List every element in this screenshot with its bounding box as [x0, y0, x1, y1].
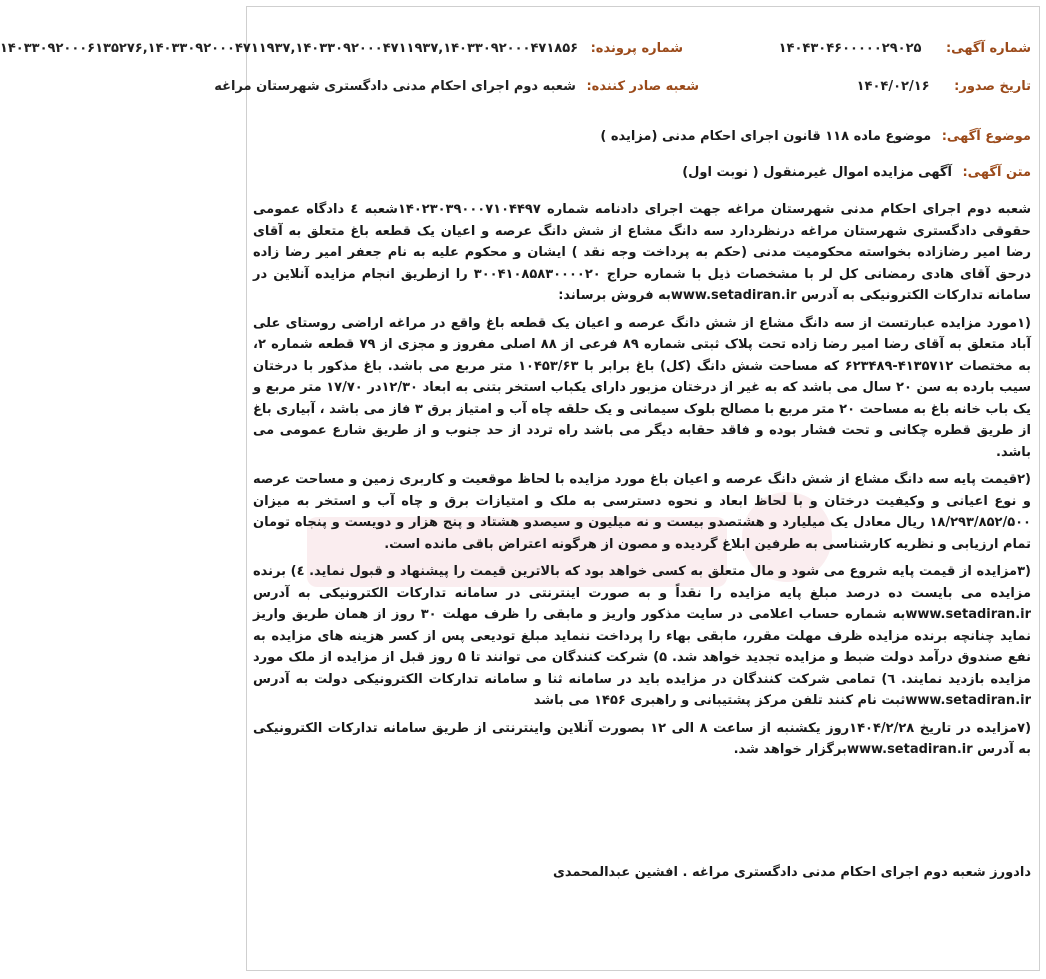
paragraph-item-7: (۷مزایده در تاریخ ۱۴۰۴/۲/۲۸روز یکشنبه از ساعت ۸ الی ۱۲ بصورت آنلاین واینترنتی از طریق سامانه تدارکات الکترونیکی به آدرس www.setadiran.irبرگزار خواهد شد. [253, 720, 1032, 757]
issue-date-row [857, 79, 1031, 94]
case-number-value: ۱۴۰۳۳۰۹۲۰۰۰۶۱۳۵۲۷۶,۱۴۰۳۳۰۹۲۰۰۰۴۷۱۱۹۳۷,۱۴۰۳۳۰۹۲۰۰۰۴۷۱۱۹۳۷,۱۴۰۳۳۰۹۲۰۰۰۴۷۱۸۵۶ [0, 41, 579, 56]
notice-frame [0, 6, 1040, 971]
signoff: دادورز شعبه دوم اجرای احکام مدنی دادگستری مراغه . افشین عبدالمحمدی [552, 865, 1031, 880]
subject-label: موضوع آگهی: [941, 129, 1031, 144]
paragraph-item-2: (۲قیمت پایه سه دانگ مشاع از شش دانگ عرصه و اعیان باغ مورد مزایده با لحاظ موقعیت و کاربری زمین و مساحت عرصه و نوع اعیانی و وکیفیت درختان و با لحاظ ابعاد و نحوه دسترسی به ملک و امتیازات برق و چاه آب و استخر به میزان ۱۸/۲۹۳/۸۵۲/۵۰۰ ریال معادل یک میلیارد و هشتصدو بیست و نه میلیون و سیصدو هشتاد و پنج هزار و دویست و پنجاه تومان تمام ارزیابی و نظریه کارشناسی به طرفین ابلاغ گردیده و مصون از هرگونه اعتراض باقی مانده است. [253, 472, 1031, 552]
issue-date-label: تاریخ صدور: [954, 79, 1031, 94]
paragraph-item-1: (۱مورد مزایده عبارتست از سه دانگ مشاع از شش دانگ عرصه و اعیان یک قطعه باغ واقع در مراغه اراضی روستای علی آباد متعلق به آقای رضا امیر رضا زاده تحت پلاک ثبتی شماره ۸۹ فرعی از ۸۸ اصلی مفروز و مجزی از ۷۹ قطعه شماره ۲، به مختصات ۴۱۳۵۷۱۲-۶۲۳۴۸۹ که مساحت شش دانگ (کل) باغ برابر با ۱۰۴۵۳/۶۳ متر مربع می باشد. باغ مذکور با درختان سیب بارده به سن ۲۰ سال می باشد که به غیر از درختان مزبور دارای یکباب استخر بتنی به ابعاد ۱۲/۳۰در ۱۷/۷۰ متر مربع و یک باب خانه باغ به مساحت ۲۰ متر مربع با مصالح بلوک سیمانی و یک حلقه چاه آب و امتیاز برق ۳ فاز می باشد ، آبیاری باغ از طریق قطره چکانی و تحت فشار بوده و فاقد حقابه دیگر می باشد راه تردد از حد جنوب و از طریق شارع عمومی می باشد. [253, 315, 1032, 460]
subject-value: موضوع ماده ۱۱۸ قانون اجرای احکام مدنی (مزایده ) [600, 129, 932, 144]
subject-row [600, 129, 1031, 144]
case-number-label: شماره پرونده: [590, 41, 683, 56]
ad-text-label: متن آگهی: [962, 165, 1031, 180]
paragraph-intro: شعبه دوم اجرای احکام مدنی شهرستان مراغه جهت اجرای دادنامه شماره ۱۴۰۲۳۰۳۹۰۰۰۷۱۰۴۴۹۷شعبه ٤ دادگاه عمومی حقوقی دادگستری شهرستان مراغه درنظردارد سه دانگ مشاع از شش دانگ عرصه و اعیان یک قطعه باغ متعلق به آقای رضا امیر رضازاده بخواسته محکومیت مدنی (حکم به پرداخت وجه نقد ) ایشان و محکوم علیه به نام جعفر امیر رضا زاده درحق آقای هادی رمضانی کل لر با مشخصات ذیل با شماره حراج ۳۰۰۴۱۰۸۵۸۳۰۰۰۰۲۰ را ازطریق انجام مزایده آنلاین در سامانه تدارکات الکترونیکی به آدرس www.setadiran.irبه فروش برساند: [253, 202, 1032, 303]
issuer-value: شعبه دوم اجرای احکام مدنی دادگستری شهرستان مراغه [214, 79, 576, 94]
ad-text-row [682, 165, 1031, 180]
issuer-label: شعبه صادر کننده: [586, 79, 699, 94]
paragraph-item-3: (۳مزایده از قیمت پایه شروع می شود و مال متعلق به کسی خواهد بود که بالاترین قیمت را پیشنهاد و قبول نماید. ٤) برنده مزایده می بایست ده درصد مبلغ پایه مزایده را نقداً و به صورت اینترنتی در سامانه تدارکات الکترونیکی به آدرس www.setadiran.irبه شماره حساب اعلامی در سایت مذکور واریز و مابقی را ظرف مهلت ۳۰ روز از همان طریق واریز نماید چنانچه برنده مزایده ظرف مهلت مقرر، مابقی بهاء را پرداخت ننماید مبلغ تودیعی پس از کسر هزینه های مزایده به نفع صندوق درآمد دولت ضبط و مزایده تجدید خواهد شد. ۵) شرکت کنندگان می توانند تا ۵ روز قبل از مزایده از ملک مورد مزایده بازدید نمایند. ٦) تمامی شرکت کنندگان در مزایده باید در سامانه ثنا و سامانه تدارکات الکترونیکی دولت به آدرس www.setadiran.irثبت نام کنند تلفن مرکز پشتیبانی و راهبری ۱۴۵۶ می باشد [253, 564, 1031, 708]
ad-number-value: ۱۴۰۴۳۰۴۶۰۰۰۰۰۲۹۰۲۵ [778, 41, 922, 56]
issuer-row [214, 79, 699, 94]
ad-number-label: شماره آگهی: [945, 41, 1031, 56]
issue-date-value: ۱۴۰۴/۰۲/۱۶ [856, 79, 930, 94]
case-number-row [0, 41, 683, 56]
notice-body [253, 199, 1031, 767]
ad-number-row [779, 41, 1031, 56]
ad-text-title: آگهی مزایده اموال غیرمنقول ( نوبت اول) [682, 165, 952, 180]
